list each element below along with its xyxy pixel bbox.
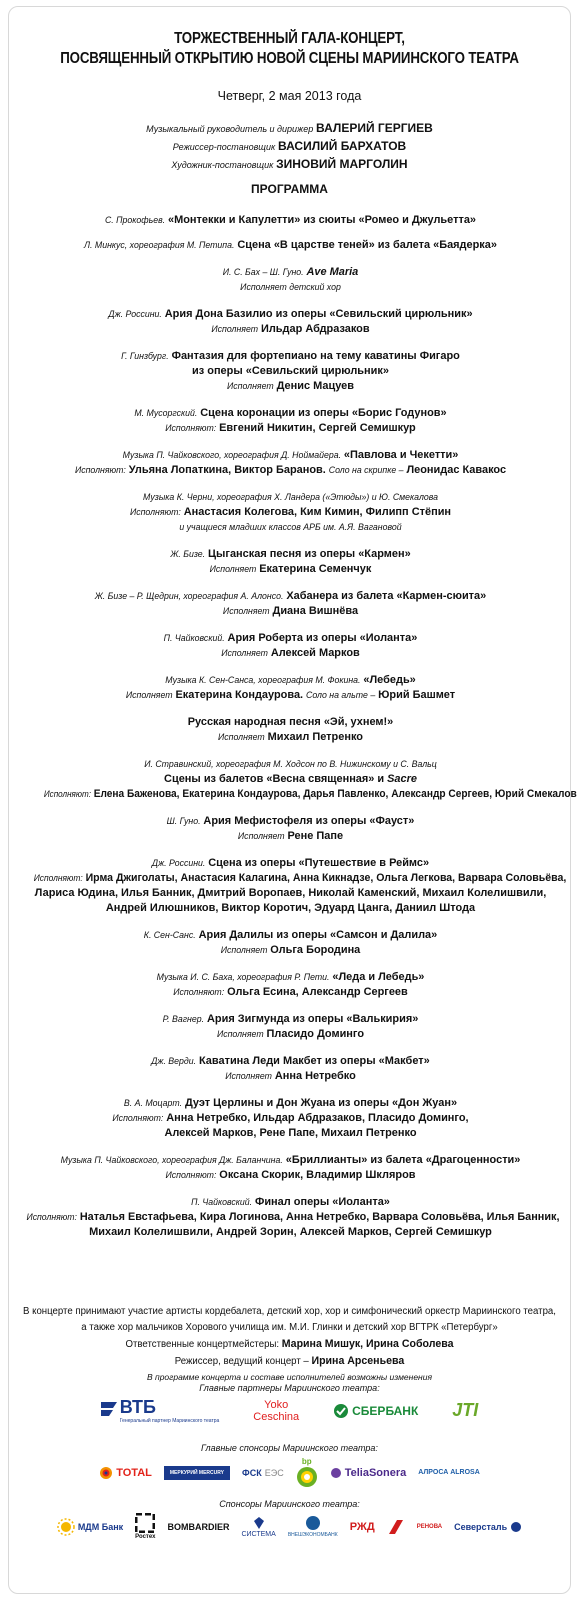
programme-text: Ария Дона Базилио из оперы «Севильский цирюльник» (164, 308, 473, 320)
total-name: TOTAL (116, 1466, 152, 1479)
programme-line (26, 1210, 560, 1225)
programme-text: Каватина Леди Макбет из оперы «Макбет» (198, 1055, 430, 1067)
crew-role: Режиссер-постановщик (172, 142, 276, 152)
concert-date: Четверг, 2 мая 2013 года (217, 89, 362, 103)
programme-line (24, 901, 557, 916)
programme-item (23, 1096, 558, 1141)
programme-line (24, 280, 557, 295)
programme-items (23, 205, 577, 1240)
programme-line (24, 730, 557, 745)
programme-text: Сцены из балетов «Весна священная» и (164, 773, 385, 785)
programme-text: Юрий Башмет (378, 689, 456, 701)
vtb-logo (101, 1397, 220, 1424)
main-sponsors-logos (9, 1457, 570, 1488)
programme-annotation: и учащиеся младших классов АРБ им. А.Я. Вагановой (179, 522, 402, 532)
programme-line (24, 1225, 557, 1240)
programme-line (24, 379, 557, 394)
severstal-logo (454, 1521, 522, 1533)
title-line-2: ПОСВЯЩЕННЫЙ ОТКРЫТИЮ НОВОЙ СЦЕНЫ МАРИИНСКОГО ТЕАТРА (60, 50, 519, 67)
vtb-subtitle: Генеральный партнер Мариинского театра (119, 1418, 220, 1424)
sberbank-name: СБЕРБАНК (352, 1403, 419, 1418)
programme-line (24, 928, 557, 943)
programme-annotation: Музыка К. Черни, хореография Х. Ландера («Этюды») и Ю. Смекалова (142, 492, 439, 502)
renova-logo: РЕНОВА (416, 1523, 443, 1530)
sistema-logo (241, 1516, 275, 1538)
footer-participants-2: а также хор мальчиков Хорового училища им. М.И. Глинки и детский хор ВГТРК «Петербург» (81, 1322, 498, 1333)
bombardier-logo: BOMBARDIER (167, 1521, 230, 1532)
programme-line (24, 265, 557, 280)
programme-text: Елена Баженова, Екатерина Кондаурова, Дарья Павленко, Александр Сергеев, Юрий Смекалов (93, 788, 577, 800)
programme-text: Sacre (387, 773, 417, 785)
rostelecom-arrow-icon (387, 1518, 405, 1536)
programme-line (24, 1168, 557, 1183)
programme-annotation: Дж. Россини. (151, 858, 206, 868)
programme-line (24, 985, 557, 1000)
teliasonera-logo (330, 1467, 407, 1479)
programme-annotation: Исполняют: (165, 1170, 217, 1180)
crew-conductor (9, 120, 570, 138)
programme-heading: ПРОГРАММА (251, 182, 328, 196)
programme-line (24, 364, 557, 379)
programme-annotation: К. Сен-Санс. (143, 930, 196, 940)
programme-line (43, 787, 577, 802)
total-mark-icon (99, 1466, 113, 1480)
yoko-line-1: Yoko (264, 1398, 289, 1411)
programme-line (24, 505, 557, 520)
programme-item (23, 1195, 558, 1240)
programme-annotation: Исполняет (220, 945, 268, 955)
director-label: Режиссер, ведущий концерт – (174, 1356, 309, 1367)
programme-annotation: П. Чайковский. (191, 1197, 253, 1207)
sistema-mark-icon (252, 1516, 266, 1530)
programme-text: «Леда и Лебедь» (332, 971, 425, 983)
programme-annotation: Дж. Верди. (151, 1056, 197, 1066)
programme-text: Ария Роберта из оперы «Иоланта» (227, 632, 418, 644)
programme-annotation: Музыка П. Чайковского, хореография Д. Ноймайера. (122, 450, 342, 460)
ees-name: ЕЭС (264, 1467, 284, 1478)
programme-text: Наталья Евстафьева, Кира Логинова, Анна Нетребко, Варвара Соловьёва, Илья Банник, (79, 1211, 560, 1223)
programme-item (23, 238, 558, 253)
sistema-name: СИСТЕМА (241, 1530, 276, 1538)
footer-note: В программе концерта и составе исполнителей возможны изменения (147, 1372, 432, 1382)
programme-line (24, 757, 557, 772)
programme-item (23, 213, 558, 228)
programme-annotation: Исполняет (221, 648, 268, 658)
programme-text: Евгений Никитин, Сергей Семишкур (219, 422, 416, 434)
crew-role: Музыкальный руководитель и дирижер (146, 124, 314, 134)
programme-line (24, 943, 557, 958)
programme-line (24, 322, 557, 337)
programme-text: «Лебедь» (363, 674, 416, 686)
programme-annotation: Исполняет (222, 606, 270, 616)
programme-annotation: Исполняют: (112, 1113, 164, 1123)
programme-line (24, 673, 557, 688)
severstal-name: Северсталь (454, 1521, 508, 1532)
programme-text: Рене Папе (287, 830, 344, 842)
programme-text: Хабанера из балета «Кармен-сюита» (286, 590, 487, 602)
programme-text: Алексей Марков, Рене Папе, Михаил Петренко (164, 1127, 417, 1139)
programme-annotation: Г. Гинзбург. (121, 351, 169, 361)
programme-line (24, 1096, 557, 1111)
programme-line (24, 604, 557, 619)
programme-annotation: И. Стравинский, хореография М. Ходсон по В. Нижинскому и С. Вальц (144, 759, 437, 769)
programme-text: Леонидас Кавакос (406, 464, 507, 476)
programme-text: Анна Нетребко, Ильдар Абдразаков, Пласидо Доминго, (166, 1112, 469, 1124)
accompanists-label: Ответственные концертмейстеры: (125, 1339, 280, 1350)
programme-line (24, 829, 557, 844)
programme-annotation: Исполняют: (173, 987, 225, 997)
rostec-name: Ростех (135, 1534, 156, 1540)
programme-item (23, 1054, 558, 1084)
programme-item (23, 856, 567, 916)
programme-text: «Бриллианты» из балета «Драгоценности» (285, 1154, 521, 1166)
programme-line (24, 886, 557, 901)
programme-text: Диана Вишнёва (272, 605, 359, 617)
programme-annotation: Ж. Бизе – Р. Щедрин, хореография А. Алонсо. (94, 591, 284, 601)
total-logo (99, 1466, 152, 1480)
programme-annotation: Исполняет (216, 1029, 264, 1039)
programme-text: Ария Зигмунда из оперы «Валькирия» (206, 1013, 419, 1025)
programme-item (23, 673, 558, 703)
programme-line (24, 1195, 557, 1210)
footer-participants: В концерте принимают участие артисты кордебалета, детский хор, хор и симфонический оркестр Мариинского театра, (23, 1306, 556, 1317)
programme-text: Ильдар Абдразаков (260, 323, 370, 335)
veb-logo (288, 1515, 338, 1538)
mdm-name: МДМ Банк (77, 1521, 124, 1532)
programme-text: Оксана Скорик, Владимир Шкляров (219, 1169, 416, 1181)
programme-annotation: Ж. Бизе. (170, 549, 206, 559)
programme-text: Ольга Есина, Александр Сергеев (227, 986, 408, 998)
programme-text: Дуэт Церлины и Дон Жуана из оперы «Дон Жуан» (184, 1097, 458, 1109)
programme-annotation: Музыка П. Чайковского, хореография Дж. Баланчина. (60, 1155, 283, 1165)
arrow-mark-icon (387, 1518, 405, 1536)
telia-mark-icon (330, 1467, 342, 1479)
programme-annotation: Исполняют: (33, 873, 83, 883)
programme-line (24, 307, 557, 322)
programme-line (24, 631, 557, 646)
programme-annotation: Р. Вагнер. (162, 1014, 205, 1024)
programme-text: Михаил Колелишвили, Андрей Зорин, Алексей Марков, Сергей Семишкур (89, 1226, 492, 1238)
mercury-logo: МЕРКУРИЙ MERCURY (164, 1466, 230, 1480)
programme-annotation: Исполняет (125, 690, 173, 700)
programme-page (8, 6, 577, 1594)
programme-annotation: Дж. Россини. (108, 309, 162, 319)
programme-line (24, 213, 557, 228)
yoko-ceschina-logo (253, 1399, 299, 1423)
programme-text: Ольга Бородина (270, 944, 361, 956)
vtb-name: ВТБ (119, 1397, 156, 1417)
programme-line (24, 1012, 557, 1027)
severstal-mark-icon (510, 1521, 522, 1533)
programme-text: Ульяна Лопаткина, Виктор Баранов. (128, 464, 326, 476)
programme-text: Фантазия для фортепиано на тему каватины Фигаро (171, 350, 460, 362)
programme-annotation: Л. Минкус, хореография М. Петипа. (84, 240, 235, 250)
programme-text: Лариса Юдина, Илья Банник, Дмитрий Воропаев, Николай Каменский, Михаил Колелишвили, (34, 887, 547, 899)
sberbank-logo (333, 1403, 418, 1419)
accompanists-names: Марина Мишук, Ирина Соболева (281, 1338, 454, 1350)
sponsors-title: Спонсоры Мариинского театра: (219, 1499, 360, 1509)
programme-annotation: П. Чайковский. (163, 633, 225, 643)
programme-item (23, 265, 558, 295)
programme-line (24, 421, 557, 436)
programme-annotation: Исполняет (217, 732, 265, 742)
programme-line (24, 406, 557, 421)
programme-annotation: В. А. Моцарт. (123, 1098, 183, 1108)
crew-name: ВАЛЕРИЙ ГЕРГИЕВ (316, 121, 433, 135)
vtb-mark-icon (101, 1402, 117, 1420)
programme-text: Сцена «В царстве теней» из балета «Баядерка» (237, 239, 497, 251)
programme-line (24, 646, 557, 661)
programme-annotation: Исполняют: (43, 789, 92, 799)
jti-logo: JTI (452, 1400, 479, 1420)
bp-name: bp (301, 1457, 312, 1466)
programme-line (24, 562, 557, 577)
programme-annotation: Исполняет (211, 324, 259, 334)
programme-text: из оперы «Севильский цирюльник» (192, 365, 389, 377)
programme-text: Русская народная песня «Эй, ухнем!» (187, 716, 394, 728)
programme-item (23, 757, 577, 802)
crew-director (9, 138, 570, 156)
yoko-line-2: Ceschina (253, 1410, 300, 1423)
programme-text: Ария Далилы из оперы «Самсон и Далила» (198, 929, 438, 941)
programme-line (24, 448, 557, 463)
footer (9, 1304, 570, 1384)
programme-line (24, 715, 557, 730)
rostec-logo (135, 1513, 155, 1540)
programme-line (24, 463, 557, 478)
programme-annotation: Исполняет (227, 381, 274, 391)
programme-text: Сцена коронации из оперы «Борис Годунов» (200, 407, 447, 419)
main-sponsors-title: Главные спонсоры Мариинского театра: (201, 1443, 378, 1453)
mdm-bank-logo (57, 1518, 123, 1536)
veb-name: ВНЕШЭКОНОМБАНК (287, 1532, 338, 1538)
veb-mark-icon (305, 1515, 321, 1531)
programme-text: Алексей Марков (270, 647, 360, 659)
programme-line (24, 1153, 557, 1168)
crew-role: Художник-постановщик (171, 160, 274, 170)
fsk-name: ФСК (242, 1467, 262, 1478)
programme-annotation: Ш. Гуно. (166, 816, 201, 826)
programme-line (24, 238, 557, 253)
programme-text: Михаил Петренко (267, 731, 363, 743)
programme-line (24, 349, 557, 364)
rzd-logo: РЖД (349, 1520, 375, 1533)
concert-title (9, 29, 570, 69)
programme-text: Екатерина Кондаурова. (175, 689, 304, 701)
programme-annotation: Соло на альте – (306, 690, 376, 700)
programme-line (24, 1111, 557, 1126)
programme-item (23, 814, 558, 844)
programme-line (24, 856, 557, 871)
programme-item (23, 307, 558, 337)
programme-annotation: М. Мусоргский. (134, 408, 198, 418)
programme-line (24, 814, 557, 829)
bp-logo (296, 1457, 318, 1488)
crew-list (9, 120, 570, 174)
programme-annotation: Исполняет (225, 1071, 272, 1081)
programme-text: Анна Нетребко (274, 1070, 356, 1082)
programme-annotation: Исполняет детский хор (240, 282, 341, 292)
programme-line (24, 688, 557, 703)
programme-annotation: Исполняет (237, 831, 285, 841)
crew-name: ЗИНОВИЙ МАРГОЛИН (276, 157, 408, 171)
alrosa-logo: АЛРОСА ALROSA (418, 1469, 480, 1476)
programme-item (23, 349, 558, 394)
programme-text: «Монтекки и Капулетти» из сюиты «Ромео и Джульетта» (168, 214, 477, 226)
programme-item (23, 1012, 558, 1042)
programme-line (24, 772, 557, 787)
programme-annotation: Исполняют: (74, 465, 126, 475)
programme-text: «Павлова и Чекетти» (343, 449, 459, 461)
programme-item (23, 406, 558, 436)
fsk-logo (242, 1468, 284, 1478)
sponsors-logos (9, 1513, 570, 1540)
programme-text: Сцена из оперы «Путешествие в Реймс» (208, 857, 430, 869)
programme-item (23, 1153, 558, 1183)
rostec-mark-icon (135, 1513, 155, 1533)
programme-line (24, 1069, 557, 1084)
programme-item (23, 715, 558, 745)
programme-annotation: Музыка И. С. Баха, хореография Р. Пети. (156, 972, 330, 982)
footer-accompanists (19, 1336, 559, 1353)
programme-item (23, 928, 558, 958)
programme-line (24, 1027, 557, 1042)
programme-annotation: Исполняют: (165, 423, 217, 433)
programme-text: Андрей Илюшников, Виктор Коротич, Эдуард Цанга, Даниил Штода (105, 902, 476, 914)
partners-logos (9, 1397, 570, 1424)
programme-text: Пласидо Доминго (266, 1028, 365, 1040)
programme-line (24, 520, 557, 535)
programme-line (24, 490, 557, 505)
programme-text: Ария Мефистофеля из оперы «Фауст» (203, 815, 415, 827)
programme-item (23, 631, 558, 661)
bp-helios-icon (296, 1466, 318, 1488)
programme-text: Ирма Джиголаты, Анастасия Калагина, Анна Кикнадзе, Ольга Легкова, Варвара Соловьёва, (85, 872, 567, 884)
programme-line (24, 589, 557, 604)
programme-line (24, 1126, 557, 1141)
mdm-sun-icon (57, 1518, 75, 1536)
programme-annotation: Соло на скрипке – (328, 465, 404, 475)
programme-line (24, 970, 557, 985)
programme-item (23, 448, 558, 478)
programme-text: Анастасия Колегова, Ким Кимин, Филипп Стёпин (183, 506, 452, 518)
programme-annotation: С. Прокофьев. (104, 215, 166, 225)
programme-item (23, 547, 558, 577)
programme-text: Ave Maria (306, 266, 359, 278)
programme-line (24, 1054, 557, 1069)
director-name: Ирина Арсеньева (311, 1355, 405, 1367)
programme-annotation: Исполняет (209, 564, 257, 574)
programme-text: Денис Мацуев (276, 380, 354, 392)
programme-item (23, 970, 558, 1000)
programme-text: Финал оперы «Иоланта» (254, 1196, 390, 1208)
partners-title: Главные партнеры Мариинского театра: (199, 1383, 380, 1393)
programme-annotation: Исполняют: (129, 507, 181, 517)
programme-annotation: И. С. Бах – Ш. Гуно. (222, 267, 304, 277)
title-line-1: ТОРЖЕСТВЕННЫЙ ГАЛА-КОНЦЕРТ, (174, 30, 405, 47)
programme-annotation: Музыка К. Сен-Санса, хореография М. Фокина. (165, 675, 361, 685)
programme-item (23, 589, 558, 619)
programme-text: Цыганская песня из оперы «Кармен» (208, 548, 411, 560)
footer-director (19, 1353, 559, 1370)
programme-item (23, 490, 558, 535)
telia-name: TeliaSonera (344, 1466, 407, 1479)
sberbank-mark-icon (333, 1403, 349, 1419)
crew-designer (9, 156, 570, 174)
programme-line (33, 871, 567, 886)
programme-annotation: Исполняют: (26, 1212, 77, 1222)
programme-line (24, 547, 557, 562)
programme-text: Екатерина Семенчук (259, 563, 372, 575)
crew-name: ВАСИЛИЙ БАРХАТОВ (278, 139, 407, 153)
